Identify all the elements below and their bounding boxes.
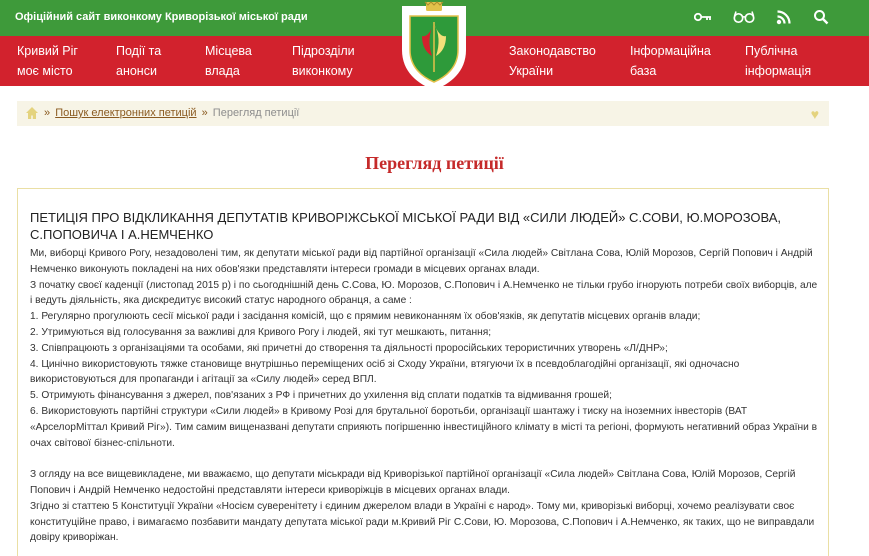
nav-item-kryvyi-rih[interactable]: Кривий Ріг моє місто (17, 44, 78, 78)
page-title: Перегляд петиції (365, 153, 504, 173)
nav-item-public-info[interactable]: Публічна інформація (745, 44, 812, 78)
nav-item-legislation[interactable]: Законодавство України (509, 44, 596, 78)
petition-body (30, 246, 820, 546)
search-icon[interactable] (813, 9, 829, 30)
rss-icon[interactable] (776, 9, 792, 30)
petition-paragraph: 6. Використовують партійні структури «Сили людей» в Кривому Розі для брутальної боротьби, організації шантажу і тиску на іноземних інвесторів (ВАТ «АрселорМіттал Кривий Ріг»). Тим самим вищеназвані депутати сприяють погіршенню інвестиційного клімату в місті та регіоні, формують негативний образ України в очах світової бізнес-спільноти. (30, 405, 818, 449)
petition-paragraph: Згідно зі статтею 5 Конституції України «Носієм суверенітету і єдиним джерелом влади в Україні є народ». Тому ми, криворізькі виборці, хочемо реалізувати своє конституційне право, і вимагаємо позбавити мандату депутата міської ради м.Кривий Ріг С.Сови, Ю. Морозова, С.Попович і А.Немченко, як таких, що не виправдали довіру криворіжан. (30, 500, 815, 544)
heart-icon[interactable]: ♥ (810, 106, 819, 122)
petition-paragraph: Ми, виборці Кривого Рогу, незадоволені тим, як депутати міської ради від партійної організації «Сила людей» Світлана Сова, Юлій Морозов, Сергій Попович і Андрій Немченко виконують покладені на них обов'язки представляти інтереси громади в місцевих органах влади. (30, 248, 813, 275)
city-emblem[interactable] (398, 0, 470, 94)
nav-item-local-government[interactable]: Місцева влада (205, 44, 252, 78)
breadcrumb-trail (42, 107, 299, 119)
petition-paragraph: 1. Регулярно прогулюють сесії міської ради і засідання комісій, що є прямим невиконанням їх обов'язків, як депутатів місцевих органів влади; (30, 311, 701, 323)
petition-paragraph: З початку своєї каденції (листопад 2015 р) і по сьогоднішній день С.Сова, Ю. Морозов, С.Попович і А.Немченко не тільки грубо ігнорують потреби своїх виборців, але і ведуть діяльність, яка дискредитує високий статус народного обранця, а саме : (30, 279, 818, 307)
breadcrumb-link-petition-search[interactable]: Пошук електронних петицій (55, 107, 197, 119)
nav-item-events[interactable]: Події та анонси (116, 44, 162, 78)
breadcrumb-separator: » (44, 107, 51, 119)
site-title[interactable]: Офіційний сайт виконкому Криворізької міської ради (15, 11, 308, 23)
breadcrumb (17, 101, 829, 126)
nav-item-info-base[interactable]: Інформаційна база (630, 44, 711, 78)
breadcrumb-current: Перегляд петиції (212, 107, 300, 119)
petition-title: ПЕТИЦІЯ ПРО ВІДКЛИКАННЯ ДЕПУТАТІВ КРИВОРІЖСЬКОЇ МІСЬКОЇ РАДИ ВІД «СИЛИ ЛЮДЕЙ» С.СОВИ, Ю.МОРОЗОВА, С.ПОПОВИЧА І А.НЕМЧЕНКО (30, 210, 782, 242)
breadcrumb-separator: » (201, 107, 208, 119)
petition-paragraph: 3. Співпрацюють з організаціями та особами, які причетні до створення та діяльності проросійських терористичних утворень «Л/ДНР»; (30, 342, 668, 354)
petition-paragraph: З огляду на все вищевикладене, ми вважаємо, що депутати міськради від Криворізької партійної організації «Сила людей» Світлана Сова, Юлій Морозов, Сергій Попович і Андрій Немченко недостойні представляти інтереси криворіжців в місцевих органах влади. (30, 469, 796, 496)
glasses-icon[interactable] (733, 10, 755, 29)
petition-paragraph: 4. Цинічно використовують тяжке становище внутрішньо переміщених осіб зі Сходу України, втягуючи їх в псевдоблагодійні організації, які одночасно використовуються для пропаганди і агітації за «Силу людей» серед ВПЛ. (30, 358, 740, 386)
petition-paragraph: 2. Утримуються від голосування за важливі для Кривого Рогу і людей, які тут мешкають, питання; (30, 326, 492, 338)
petition-box (17, 188, 829, 556)
key-icon[interactable] (694, 10, 712, 28)
paragraph-gap (30, 451, 820, 467)
petition-paragraph: 5. Отримують фінансування з джерел, пов'язаних з РФ і причетних до ухилення від сплати податків та відмивання грошей; (30, 390, 612, 402)
home-icon[interactable] (25, 106, 39, 120)
nav-item-departments[interactable]: Підрозділи виконкому (292, 44, 355, 78)
top-icons (694, 9, 829, 29)
